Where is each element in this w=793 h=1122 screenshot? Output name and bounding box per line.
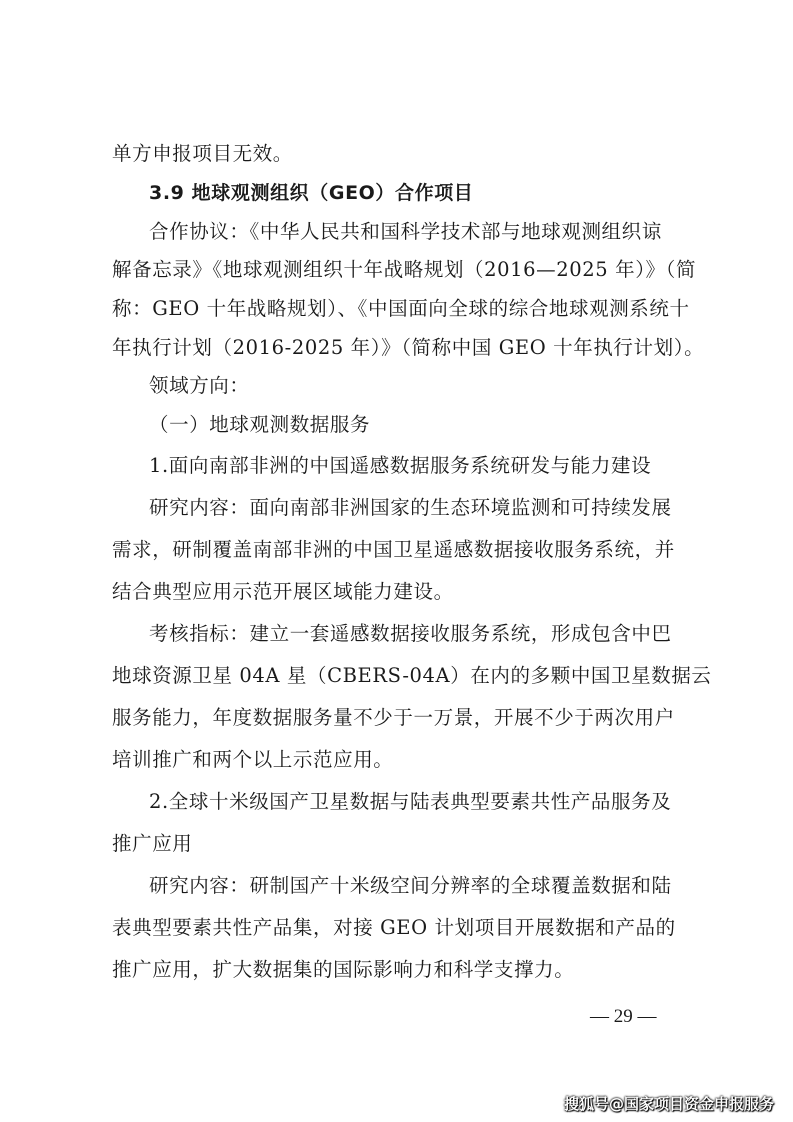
text-line-5: 称：GEO 十年战略规划）、《中国面向全球的综合地球观测系统十 xyxy=(112,297,690,320)
text-line-16: 培训推广和两个以上示范应用。 xyxy=(112,748,394,771)
text-line-1: 单方申报项目无效。 xyxy=(112,142,293,165)
text-line-11: 需求，研制覆盖南部非洲的中国卫星遥感数据接收服务系统，并 xyxy=(112,538,675,561)
text-line-14: 地球资源卫星 04A 星（CBERS-04A）在内的多颗中国卫星数据云 xyxy=(112,664,712,687)
text-line-18: 推广应用 xyxy=(112,832,193,855)
page-number: — 29 — xyxy=(590,1006,657,1027)
text-line-6: 年执行计划（2016-2025 年）》（简称中国 GEO 十年执行计划）。 xyxy=(112,336,705,359)
text-line-10: 研究内容：面向南部非洲国家的生态环境监测和可持续发展 xyxy=(149,496,672,519)
text-line-21: 推广应用，扩大数据集的国际影响力和科学支撑力。 xyxy=(112,958,575,981)
text-line-7: 领域方向： xyxy=(149,374,250,397)
text-line-8: （一）地球观测数据服务 xyxy=(149,413,371,436)
text-line-17: 2.全球十米级国产卫星数据与陆表典型要素共性产品服务及 xyxy=(149,790,672,813)
watermark: 搜狐号@国家项目资金申报服务 xyxy=(564,1095,775,1113)
text-line-3: 合作协议：《中华人民共和国科学技术部与地球观测组织谅 xyxy=(149,220,662,243)
text-line-4: 解备忘录》《地球观测组织十年战略规划（2016—2025 年）》（简 xyxy=(112,258,697,281)
text-line-19: 研究内容：研制国产十米级空间分辨率的全球覆盖数据和陆 xyxy=(149,874,672,897)
text-line-13: 考核指标：建立一套遥感数据接收服务系统，形成包含中巴 xyxy=(149,622,672,645)
text-line-9: 1.面向南部非洲的中国遥感数据服务系统研发与能力建设 xyxy=(149,454,652,477)
text-line-15: 服务能力，年度数据服务量不少于一万景，开展不少于两次用户 xyxy=(112,706,675,729)
text-line-12: 结合典型应用示范开展区域能力建设。 xyxy=(112,580,454,603)
section-heading: 3.9 地球观测组织（GEO）合作项目 xyxy=(149,182,474,204)
text-line-20: 表典型要素共性产品集，对接 GEO 计划项目开展数据和产品的 xyxy=(112,916,676,939)
